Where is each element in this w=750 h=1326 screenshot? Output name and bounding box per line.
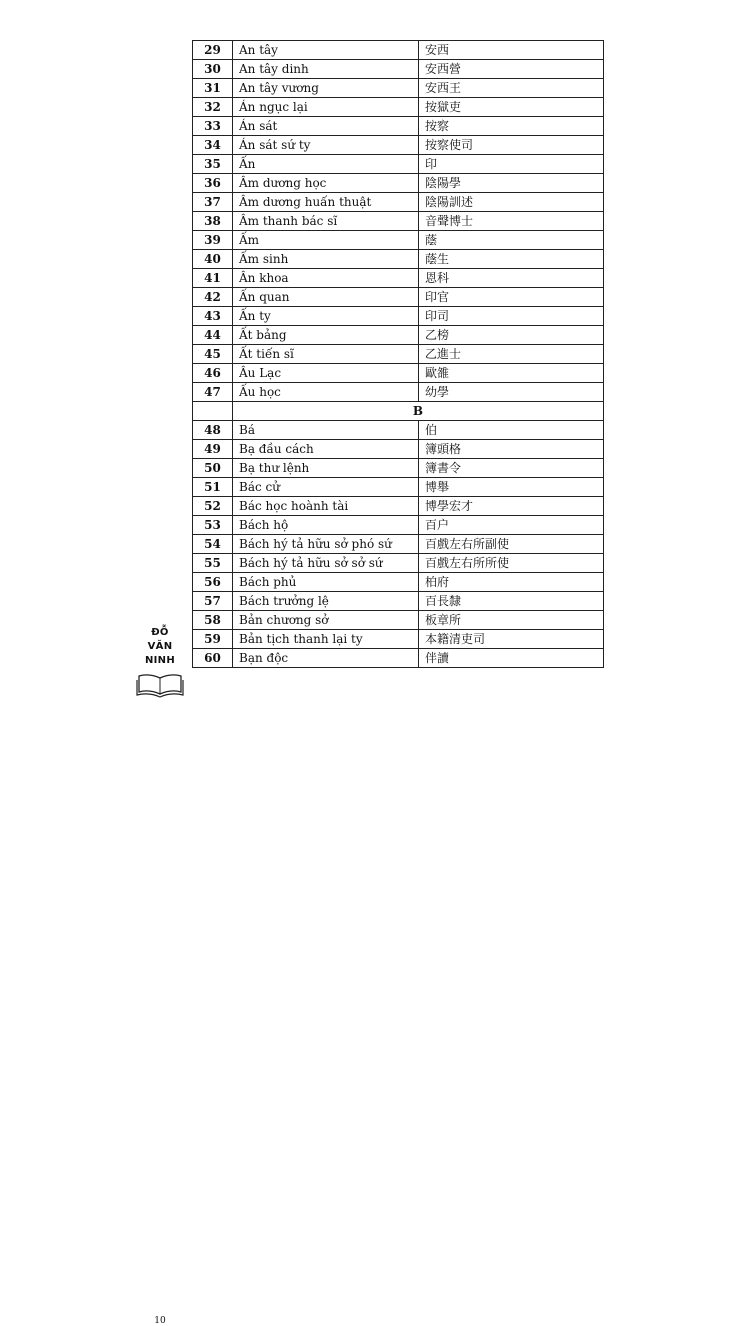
row-number-cell: 38 <box>193 212 233 231</box>
vietnamese-term-cell: Án sát sứ ty <box>233 136 419 155</box>
row-number-cell: 56 <box>193 573 233 592</box>
row-number-cell: 52 <box>193 497 233 516</box>
han-characters-cell: 百戲左右所副使 <box>419 535 604 554</box>
table-row <box>193 155 604 174</box>
vietnamese-term-cell: Bá <box>233 421 419 440</box>
row-number-cell: 57 <box>193 592 233 611</box>
han-characters-cell: 音聲博士 <box>419 212 604 231</box>
table-row <box>193 193 604 212</box>
row-number-cell: 60 <box>193 649 233 668</box>
table-row <box>193 364 604 383</box>
table-row <box>193 212 604 231</box>
vietnamese-term-cell: Bản tịch thanh lại ty <box>233 630 419 649</box>
section-header-b: B <box>233 402 604 421</box>
han-characters-cell: 蔭生 <box>419 250 604 269</box>
han-characters-cell: 乙進士 <box>419 345 604 364</box>
han-characters-cell: 安西 <box>419 41 604 60</box>
table-row <box>193 592 604 611</box>
vietnamese-term-cell: Âm dương huấn thuật <box>233 193 419 212</box>
table-row <box>193 41 604 60</box>
row-number-cell: 42 <box>193 288 233 307</box>
table-row <box>193 326 604 345</box>
han-characters-cell: 博舉 <box>419 478 604 497</box>
row-number-cell: 30 <box>193 60 233 79</box>
vietnamese-term-cell: Ất tiến sĩ <box>233 345 419 364</box>
han-characters-cell: 按獄吏 <box>419 98 604 117</box>
han-characters-cell: 歐雒 <box>419 364 604 383</box>
vietnamese-term-cell: Bách hý tả hữu sở phó sứ <box>233 535 419 554</box>
row-number-cell: 50 <box>193 459 233 478</box>
vietnamese-term-cell: Ấm sinh <box>233 250 419 269</box>
row-number-cell: 46 <box>193 364 233 383</box>
han-characters-cell: 恩科 <box>419 269 604 288</box>
han-characters-cell: 幼學 <box>419 383 604 402</box>
vietnamese-term-cell: Ân khoa <box>233 269 419 288</box>
row-number-cell: 54 <box>193 535 233 554</box>
table-row <box>193 307 604 326</box>
vietnamese-term-cell: Ấm <box>233 231 419 250</box>
vietnamese-term-cell: An tây <box>233 41 419 60</box>
table-row <box>193 649 604 668</box>
han-characters-cell: 簿書令 <box>419 459 604 478</box>
vietnamese-term-cell: Ất bảng <box>233 326 419 345</box>
glossary-section-b <box>193 421 604 668</box>
vietnamese-term-cell: Bách trưởng lệ <box>233 592 419 611</box>
author-name-line-3: NINH <box>144 655 176 666</box>
author-name-line-1: ĐỖ <box>151 627 169 638</box>
table-row <box>193 269 604 288</box>
vietnamese-term-cell: Bách hý tả hữu sở sở sứ <box>233 554 419 573</box>
table-row <box>193 345 604 364</box>
glossary-section-header <box>193 402 604 421</box>
row-number-cell: 29 <box>193 41 233 60</box>
row-number-cell: 47 <box>193 383 233 402</box>
table-row <box>193 497 604 516</box>
han-characters-cell: 蔭 <box>419 231 604 250</box>
vietnamese-term-cell: Ấu học <box>233 383 419 402</box>
table-row <box>193 250 604 269</box>
vietnamese-term-cell: Âu Lạc <box>233 364 419 383</box>
table-row <box>193 611 604 630</box>
row-number-cell: 51 <box>193 478 233 497</box>
vietnamese-term-cell: Ấn ty <box>233 307 419 326</box>
han-characters-cell: 板章所 <box>419 611 604 630</box>
row-number-cell: 36 <box>193 174 233 193</box>
han-characters-cell: 安西營 <box>419 60 604 79</box>
han-characters-cell: 陰陽學 <box>419 174 604 193</box>
row-number-cell: 34 <box>193 136 233 155</box>
han-characters-cell: 乙榜 <box>419 326 604 345</box>
han-characters-cell: 按察使司 <box>419 136 604 155</box>
glossary-table <box>192 40 604 668</box>
han-characters-cell: 柏府 <box>419 573 604 592</box>
vietnamese-term-cell: Âm dương học <box>233 174 419 193</box>
vietnamese-term-cell: Âm thanh bác sĩ <box>233 212 419 231</box>
vietnamese-term-cell: Bách hộ <box>233 516 419 535</box>
table-row <box>193 516 604 535</box>
han-characters-cell: 博學宏才 <box>419 497 604 516</box>
vietnamese-term-cell: Bác cử <box>233 478 419 497</box>
row-number-cell: 48 <box>193 421 233 440</box>
row-number-cell: 33 <box>193 117 233 136</box>
row-number-cell: 41 <box>193 269 233 288</box>
section-header-row <box>193 402 604 421</box>
row-number-cell: 32 <box>193 98 233 117</box>
row-number-cell: 31 <box>193 79 233 98</box>
table-row <box>193 478 604 497</box>
han-characters-cell: 百長隸 <box>419 592 604 611</box>
vietnamese-term-cell: Ấn quan <box>233 288 419 307</box>
table-row <box>193 231 604 250</box>
author-name-line-2: VĂN <box>147 641 173 652</box>
table-row <box>193 573 604 592</box>
row-number-cell: 40 <box>193 250 233 269</box>
han-characters-cell: 安西王 <box>419 79 604 98</box>
vietnamese-term-cell: Bách phủ <box>233 573 419 592</box>
han-characters-cell: 印司 <box>419 307 604 326</box>
han-characters-cell: 陰陽訓述 <box>419 193 604 212</box>
row-number-cell: 45 <box>193 345 233 364</box>
page-number: 10 <box>154 1316 166 1326</box>
open-book-icon <box>136 672 184 698</box>
vietnamese-term-cell: Bạn độc <box>233 649 419 668</box>
han-characters-cell: 伴讀 <box>419 649 604 668</box>
han-characters-cell: 百戲左右所所使 <box>419 554 604 573</box>
author-sidebar <box>130 626 190 1326</box>
table-row <box>193 98 604 117</box>
row-number-cell: 59 <box>193 630 233 649</box>
han-characters-cell: 本籍清吏司 <box>419 630 604 649</box>
table-row <box>193 136 604 155</box>
vietnamese-term-cell: Bác học hoành tài <box>233 497 419 516</box>
vietnamese-term-cell: Ấn <box>233 155 419 174</box>
vietnamese-term-cell: Bạ thư lệnh <box>233 459 419 478</box>
row-number-cell: 58 <box>193 611 233 630</box>
vietnamese-term-cell: An tây vương <box>233 79 419 98</box>
table-row <box>193 459 604 478</box>
table-row <box>193 174 604 193</box>
table-row <box>193 383 604 402</box>
han-characters-cell: 按察 <box>419 117 604 136</box>
table-row <box>193 554 604 573</box>
table-row <box>193 117 604 136</box>
table-row <box>193 60 604 79</box>
vietnamese-term-cell: Bạ đầu cách <box>233 440 419 459</box>
han-characters-cell: 印 <box>419 155 604 174</box>
han-characters-cell: 伯 <box>419 421 604 440</box>
row-number-cell: 43 <box>193 307 233 326</box>
table-row <box>193 440 604 459</box>
table-row <box>193 630 604 649</box>
vietnamese-term-cell: Bản chương sở <box>233 611 419 630</box>
table-row <box>193 288 604 307</box>
han-characters-cell: 百户 <box>419 516 604 535</box>
han-characters-cell: 印官 <box>419 288 604 307</box>
vietnamese-term-cell: Án sát <box>233 117 419 136</box>
row-number-cell: 35 <box>193 155 233 174</box>
table-row <box>193 79 604 98</box>
row-number-cell: 49 <box>193 440 233 459</box>
row-number-cell: 44 <box>193 326 233 345</box>
vietnamese-term-cell: An tây dinh <box>233 60 419 79</box>
row-number-cell: 37 <box>193 193 233 212</box>
row-number-cell: 55 <box>193 554 233 573</box>
vietnamese-term-cell: Án ngục lại <box>233 98 419 117</box>
row-number-cell: 39 <box>193 231 233 250</box>
table-row <box>193 421 604 440</box>
table-row <box>193 535 604 554</box>
han-characters-cell: 簿頭格 <box>419 440 604 459</box>
glossary-section-a <box>193 41 604 402</box>
row-number-cell: 53 <box>193 516 233 535</box>
section-header-num-cell <box>193 402 233 421</box>
